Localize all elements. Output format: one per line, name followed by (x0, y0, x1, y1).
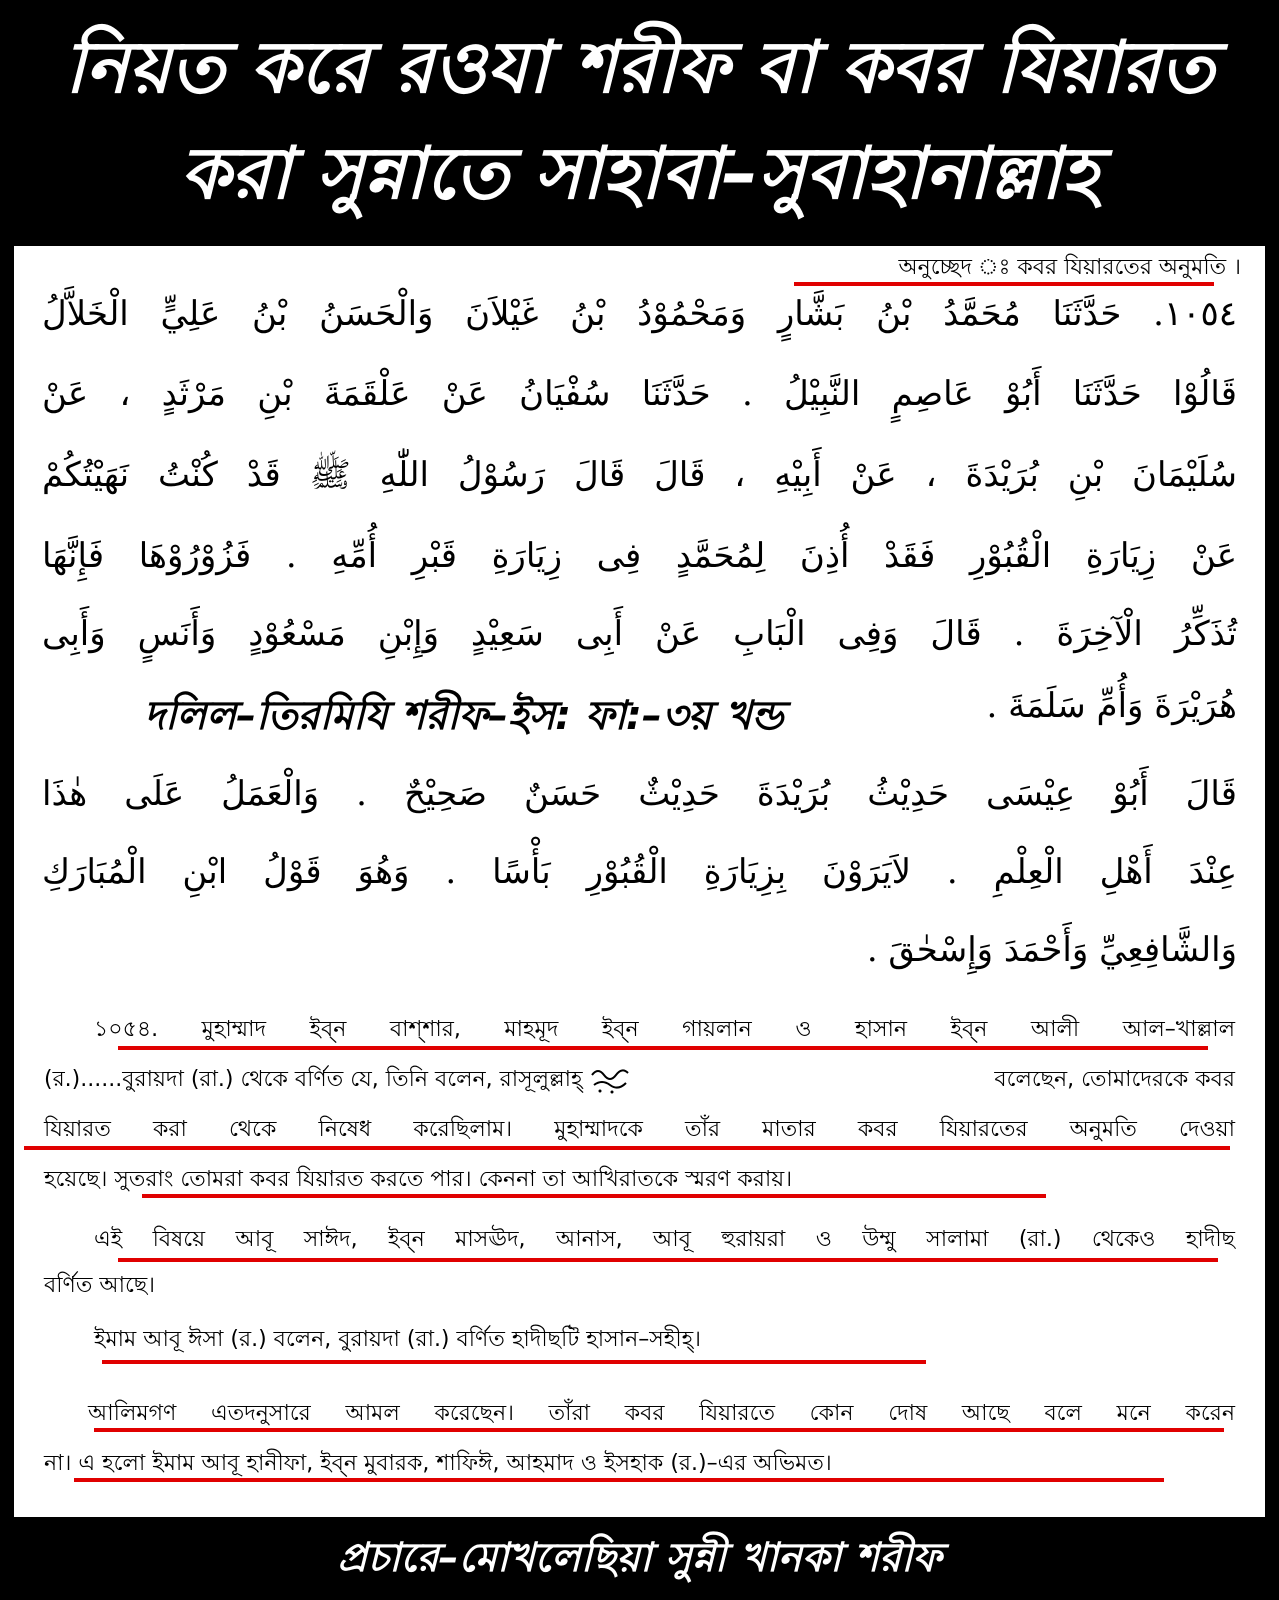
underline-2 (24, 1146, 1230, 1150)
underline-4 (118, 1258, 1218, 1262)
underline-6 (94, 1428, 1224, 1432)
title-line-2: করা সুন্নাতে সাহাবা–সুবাহানাল্লাহ (180, 131, 1099, 215)
arabic-line-8: عِنْدَ أَهْلِ الْعِلْمِ . لاَيَرَوْنَ بِزِيَارَةِ الْقُبُوْرِ بَأْسًا . وَهُوَ قَوْلُ ابْنِ الْمُبَارَكِ (42, 852, 1237, 892)
underline-5 (102, 1360, 926, 1364)
title-line-1: নিয়ত করে রওযা শরীফ বা কবর যিয়ারত (64, 25, 1215, 109)
arabic-line-7: قَالَ أَبُوْ عِيْسَى حَدِيْثُ بُرَيْدَةَ حَدِيْثٌ حَسَنٌ صَحِيْحٌ . وَالْعَمَلُ عَلَى هٰذَا (42, 774, 1237, 814)
bengali-line-5: এই বিষয়ে আবূ সাঈদ, ইব্‌ন মাসঊদ, আনাস, আবূ হুরায়রা ও উম্মু সালামা (রা.) থেকেও হাদীছ (94, 1227, 1235, 1252)
underline-1 (118, 1046, 1208, 1050)
arabic-line-4: عَنْ زِيَارَةِ الْقُبُوْرِ فَقَدْ أُذِنَ لِمُحَمَّدٍ فِى زِيَارَةِ قَبْرِ أُمِّهِ . فَزُوْرُوْهَا فَإِنَّهَا (42, 536, 1237, 576)
scanned-page (14, 246, 1265, 1517)
bengali-line-3: যিয়ারত করা থেকে নিষেধ করেছিলাম। মুহাম্মাদকে তাঁর মাতার কবর যিয়ারতের অনুমতি দেওয়া (44, 1117, 1235, 1142)
citation-text: দলিল–তিরমিযি শরীফ–ইস: ফা:–৩য় খন্ড (144, 693, 784, 739)
bengali-line-7: ইমাম আবূ ঈসা (র.) বলেন, বুরায়দা (রা.) বর্ণিত হাদীছটি হাসান–সহীহ্‌। (94, 1327, 702, 1352)
arabic-line-2: قَالُوْا حَدَّثَنَا أَبُوْ عَاصِمٍ النَّبِيْلُ . حَدَّثَنَا سُفْيَانُ عَنْ عَلْقَمَةَ بْنِ مَرْثَدٍ ، عَنْ (42, 374, 1237, 414)
heading-underline (794, 282, 1214, 286)
arabic-line-6: هُرَيْرَةَ وَأُمِّ سَلَمَةَ . (986, 686, 1237, 726)
underline-7 (74, 1478, 1164, 1482)
bengali-line-6: বর্ণিত আছে। (44, 1273, 156, 1298)
salawat-calligraphy-icon (590, 1065, 630, 1095)
arabic-line-5: تُذَكِّرُ الْآخِرَةَ . قَالَ وَفِى الْبَابِ عَنْ أَبِى سَعِيْدٍ وَإِبْنِ مَسْعُوْدٍ وَأَنَسٍ وَأَبِى (42, 614, 1237, 654)
bengali-line-9: না। এ হলো ইমাম আবূ হানীফা, ইব্‌ন মুবারক, শাফিঈ, আহমাদ ও ইসহাক (র.)–এর অভিমত। (44, 1451, 832, 1476)
arabic-line-1: ١٠٥٤. حَدَّثَنَا مُحَمَّدُ بْنُ بَشَّارٍ وَمَحْمُوْدُ بْنُ غَيْلاَنَ وَالْحَسَنُ بْنُ عَلِيٍّ الْخَلاَّلُ (42, 294, 1237, 334)
underline-3 (142, 1194, 1046, 1198)
bengali-line-2a: (র.)......বুরায়দা (রা.) থেকে বর্ণিত যে, তিনি বলেন, রাসূলুল্লাহ্‌ (44, 1067, 583, 1092)
bengali-line-8: আলিমগণ এতদনুসারে আমল করেছেন। তাঁরা কবর যিয়ারতে কোন দোষ আছে বলে মনে করেন (88, 1401, 1235, 1426)
arabic-line-3: سُلَيْمَانَ بْنِ بُرَيْدَةَ ، عَنْ أَبِيْهِ ، قَالَ قَالَ رَسُوْلُ اللّٰهِ ﷺ قَدْ كُنْتُ نَهَيْتُكُمْ (42, 455, 1237, 495)
bengali-line-2b: বলেছেন, তোমাদেরকে কবর (994, 1067, 1235, 1092)
bengali-line-2 (44, 1062, 630, 1099)
footer-banner: প্রচারে–মোখলেছিয়া সুন্নী খানকা শরীফ (0, 1517, 1279, 1600)
bengali-line-1: ১০৫৪. মুহাম্মাদ ইব্‌ন বাশ্‌শার, মাহমূদ ইব্‌ন গায়লান ও হাসান ইব্‌ন আলী আল–খাল্লাল (94, 1017, 1235, 1042)
arabic-line-9: وَالشَّافِعِيِّ وَأَحْمَدَ وَإِسْحٰقَ . (866, 930, 1237, 970)
section-heading: অনুচ্ছেদ ঃ কবর যিয়ারতের অনুমতি । (898, 255, 1241, 280)
bengali-line-4: হয়েছে। সুতরাং তোমরা কবর যিয়ারত করতে পার। কেননা তা আখিরাতকে স্মরণ করায়। (44, 1167, 793, 1192)
title-banner (0, 0, 1279, 240)
